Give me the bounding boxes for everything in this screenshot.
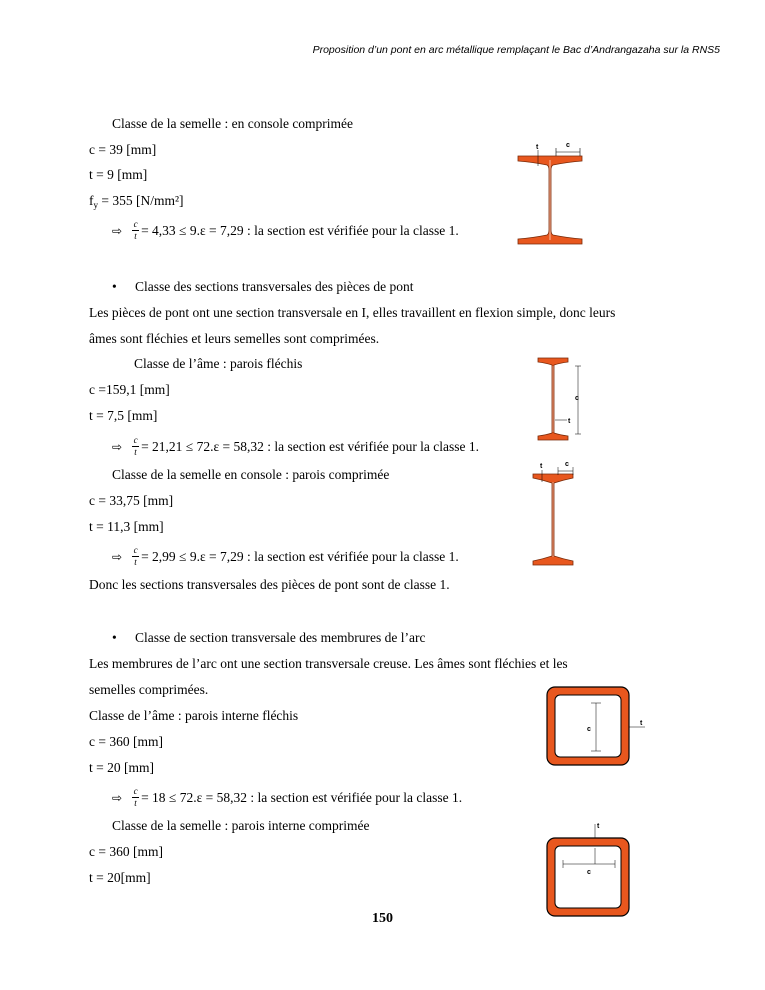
box-section-web-figure [545,685,655,767]
paragraph-line: Les pièces de pont ont une section transversale en I, elles travaillent en flexion simple, donc leurs [89,305,616,320]
value-c: c =159,1 [mm] [89,382,170,397]
value-t: t = 20[mm] [89,870,151,885]
fraction-c-over-t: $\frac{c}{t}$ [133,435,138,457]
value-c: c = 360 [mm] [89,734,163,749]
paragraph-line: Les membrures de l’arc ont une section transversale creuse. Les âmes sont fléchies et les [89,656,568,671]
arrow-icon: ⇨ [112,790,123,805]
arrow-icon: ⇨ [112,439,123,454]
page-header: Proposition d’un pont en arc métallique remplaçant le Bac d’Andrangazaha sur la RNS5 [312,44,720,56]
check-line [112,546,459,567]
conclusion: Donc les sections transversales des pièces de pont sont de classe 1. [89,577,450,592]
check-text: = 4,33 ≤ 9.ε = 7,29 : la section est vérifiée pour la classe 1. [141,222,459,238]
check-text: = 2,99 ≤ 9.ε = 7,29 : la section est vérifiée pour la classe 1. [141,548,459,564]
page-number: 150 [372,911,393,926]
fraction-c-over-t: $\frac{c}{t}$ [133,545,138,567]
check-text: = 18 ≤ 72.ε = 58,32 : la section est vérifiée pour la classe 1. [141,789,463,805]
check-line [112,787,462,808]
i-section-flange-figure [530,460,590,570]
i-section-web-figure [535,356,595,446]
dim-c-label: c [587,726,591,733]
dim-t-label: t [640,720,643,727]
fy-value: = 355 [N/mm²] [98,193,184,208]
value-t: t = 11,3 [mm] [89,519,164,534]
arrow-icon: ⇨ [112,223,123,238]
fraction-c-over-t: $\frac{c}{t}$ [133,219,138,241]
bullet-item [112,279,414,295]
value-c: c = 39 [mm] [89,142,157,157]
i-section-figure [512,140,592,250]
bullet-item [112,630,426,646]
fy-subscript: y [93,200,98,210]
dim-c-label: c [565,461,569,468]
box-inner [555,846,621,908]
dim-t-label: t [597,823,600,830]
check-text: = 21,21 ≤ 72.ε = 58,32 : la section est vérifiée pour la classe 1. [141,438,480,454]
dim-c-label: c [587,869,591,876]
dim-t-label: t [540,463,543,470]
bullet-text: Classe des sections transversales des pièces de pont [135,279,414,294]
check-line [112,220,459,241]
paragraph-line: semelles comprimées. [89,682,209,697]
value-t: t = 20 [mm] [89,760,154,775]
dim-t-label: t [568,418,571,425]
fraction-c-over-t: $\frac{c}{t}$ [133,786,138,808]
web-class-heading: Classe de l’âme : parois interne fléchis [89,708,299,723]
box-section-flange-figure [545,820,640,920]
paragraph-line: âmes sont fléchies et leurs semelles sont comprimées. [89,331,380,346]
bullet-icon: • [112,630,117,645]
flange-class-heading: Classe de la semelle : parois interne comprimée [112,818,370,833]
arrow-icon: ⇨ [112,549,123,564]
check-line [112,436,479,457]
value-t: t = 7,5 [mm] [89,408,158,423]
fy-label: f [89,193,94,208]
bullet-text: Classe de section transversale des membrures de l’arc [135,630,426,645]
dim-t-label: t [536,144,539,151]
bullet-icon: • [112,279,117,294]
dim-c-label: c [566,142,570,149]
value-c: c = 360 [mm] [89,844,163,859]
dim-c-label: c [575,395,579,402]
flange-class-heading: Classe de la semelle en console : parois comprimée [112,467,390,482]
value-fy [89,193,184,210]
value-c: c = 33,75 [mm] [89,493,174,508]
value-t: t = 9 [mm] [89,167,148,182]
flange-class-heading: Classe de la semelle : en console comprimée [112,116,354,131]
web-class-heading: Classe de l’âme : parois fléchis [134,356,303,371]
